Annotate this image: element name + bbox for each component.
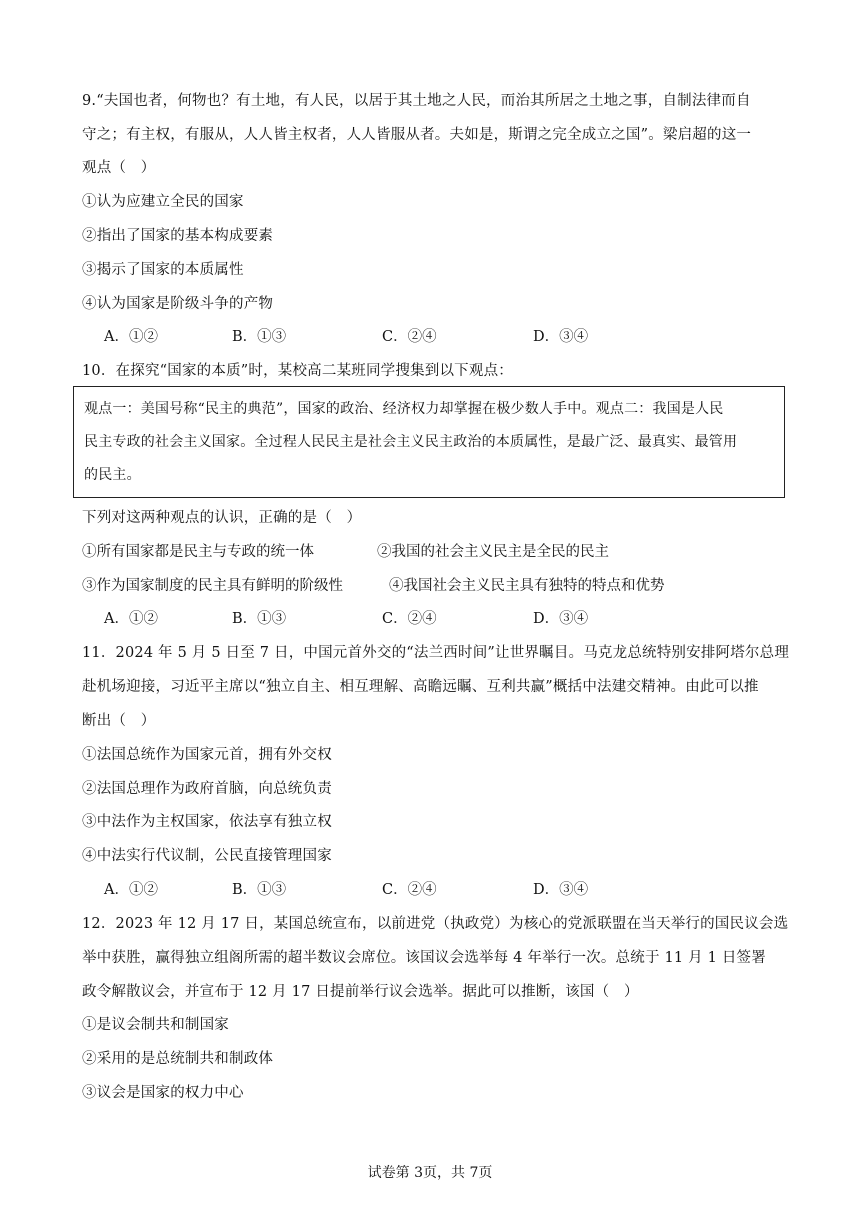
q12-statement-1: ①是议会制共和制国家 xyxy=(82,1017,229,1033)
q9-option-c: C．②④ xyxy=(382,329,437,345)
q9-option-b: B．①③ xyxy=(232,329,287,345)
q10-statement-2: ②我国的社会主义民主是全民的民主 xyxy=(377,544,609,560)
q9-stem-line-2: 守之；有主权，有服从，人人皆主权者，人人皆服从者。夫如是，斯谓之完全成立之国”。梁启超的这一 xyxy=(82,127,752,143)
q11-statement-2: ②法国总理作为政府首脑，向总统负责 xyxy=(82,781,332,797)
q9-statement-2: ②指出了国家的基本构成要素 xyxy=(82,228,274,244)
q9-stem-line-1: 9.“夫国也者，何物也？有土地，有人民，以居于其土地之人民，而治其所居之土地之事，自制法律而自 xyxy=(82,93,751,109)
q11-option-d: D．③④ xyxy=(533,882,589,898)
q12-stem-line-1: 12．2023 年 12 月 17 日，某国总统宣布，以前进党（执政党）为核心的党派联盟在当天举行的国民议会选 xyxy=(82,916,789,932)
q11-stem-line-3: 断出（ ） xyxy=(82,713,156,729)
q9-statement-3: ③揭示了国家的本质属性 xyxy=(82,262,244,278)
q11-statement-1: ①法国总统作为国家元首，拥有外交权 xyxy=(82,747,332,763)
q9-option-a: A．①② xyxy=(104,329,158,345)
q10-option-b: B．①③ xyxy=(232,611,287,627)
q10-option-d: D．③④ xyxy=(533,611,589,627)
q11-option-b: B．①③ xyxy=(232,882,287,898)
q9-stem-line-3: 观点（ ） xyxy=(82,160,156,176)
q11-statement-3: ③中法作为主权国家，依法享有独立权 xyxy=(82,814,332,830)
q10-statement-1: ①所有国家都是民主与专政的统一体 xyxy=(82,544,314,560)
q11-stem-line-2: 赴机场迎接，习近平主席以“独立自主、相互理解、高瞻远瞩、互利共赢”概括中法建交精神。由此可以推 xyxy=(82,679,759,695)
q11-option-c: C．②④ xyxy=(382,882,437,898)
q10-option-c: C．②④ xyxy=(382,611,437,627)
page-footer: 试卷第 3页，共 7页 xyxy=(367,1165,493,1181)
q10-box-line-1: 观点一：美国号称“民主的典范”，国家的政治、经济权力却掌握在极少数人手中。观点二：我国是人民 xyxy=(84,401,724,417)
q11-statement-4: ④中法实行代议制，公民直接管理国家 xyxy=(82,848,332,864)
q10-option-a: A．①② xyxy=(104,611,158,627)
q9-statement-4: ④认为国家是阶级斗争的产物 xyxy=(82,296,274,312)
q12-stem-line-3: 政令解散议会，并宣布于 12 月 17 日提前举行议会选举。据此可以推断，该国（ ） xyxy=(82,984,639,1000)
q10-box-line-3: 的民主。 xyxy=(84,467,141,483)
q10-stem-line-1: 10．在探究“国家的本质”时，某校高二某班同学搜集到以下观点： xyxy=(82,363,513,379)
q10-statement-4: ④我国社会主义民主具有独特的特点和优势 xyxy=(389,578,665,594)
q11-stem-line-1: 11．2024 年 5 月 5 日至 7 日，中国元首外交的“法兰西时间”让世界瞩目。马克龙总统特别安排阿塔尔总理 xyxy=(82,645,790,661)
q12-statement-3: ③议会是国家的权力中心 xyxy=(82,1085,244,1101)
q11-option-a: A．①② xyxy=(104,882,158,898)
q10-statement-3: ③作为国家制度的民主具有鲜明的阶级性 xyxy=(82,578,343,594)
q9-option-d: D．③④ xyxy=(533,329,589,345)
q9-statement-1: ①认为应建立全民的国家 xyxy=(82,194,244,210)
q12-stem-line-2: 举中获胜，赢得独立组阁所需的超半数议会席位。该国议会选举每 4 年举行一次。总统于 11 月 1 日签署 xyxy=(82,950,766,966)
q12-statement-2: ②采用的是总统制共和制政体 xyxy=(82,1051,274,1067)
q10-quote-box xyxy=(73,386,785,498)
q10-box-line-2: 民主专政的社会主义国家。全过程人民民主是社会主义民主政治的本质属性，是最广泛、最真实、最管用 xyxy=(84,434,738,450)
q10-question: 下列对这两种观点的认识，正确的是（ ） xyxy=(82,510,362,526)
